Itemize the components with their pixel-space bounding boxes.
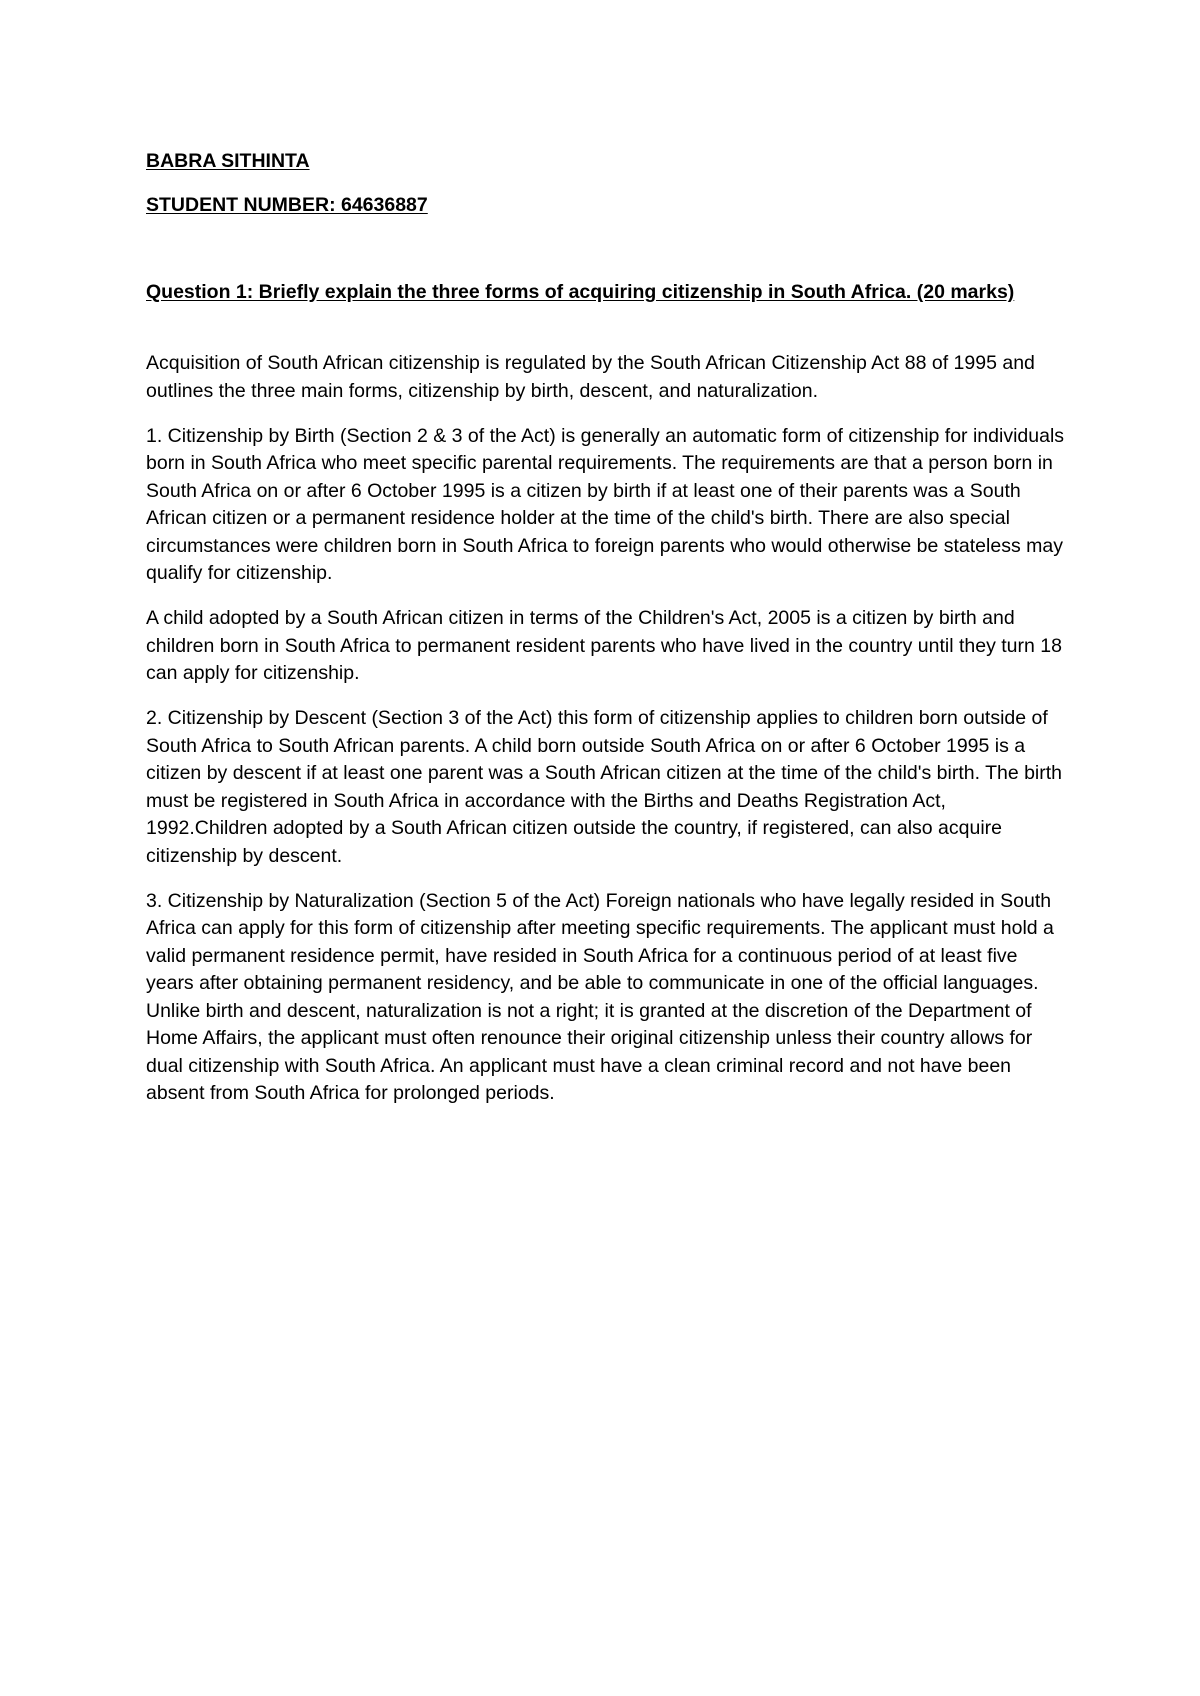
paragraph-intro: Acquisition of South African citizenship is regulated by the South African Citizenship Act 88 of 1995 and outlines the three main forms, citizenship by birth, descent, and naturalization. bbox=[146, 352, 1035, 402]
question-heading: Question 1: Briefly explain the three forms of acquiring citizenship in South Africa. (20 marks) bbox=[146, 281, 1015, 303]
answer-body bbox=[146, 350, 1066, 1125]
paragraph-adopted-child: A child adopted by a South African citizen in terms of the Children's Act, 2005 is a citizen by birth and children born in South Africa to permanent resident parents who have lived in the country until they turn 18 can apply for citizenship. bbox=[146, 607, 1062, 684]
student-name: BABRA SITHINTA bbox=[146, 150, 310, 172]
paragraph-citizenship-by-birth: 1. Citizenship by Birth (Section 2 & 3 of the Act) is generally an automatic form of citizenship for individuals born in South Africa who meet specific parental requirements. The requirements are that a person born in South Africa on or after 6 October 1995 is a citizen by birth if at least one of their parents was a South African citizen or a permanent residence holder at the time of the child's birth. There are also special circumstances were children born in South Africa to foreign parents who would otherwise be stateless may qualify for citizenship. bbox=[146, 424, 1065, 584]
document-page bbox=[146, 0, 1066, 1696]
paragraph-citizenship-by-naturalization: 3. Citizenship by Naturalization (Section 5 of the Act) Foreign nationals who have legally resided in South Africa can apply for this form of citizenship after meeting specific requirements. The applicant must hold a valid permanent residence permit, have resided in South Africa for a continuous period of at least five years after obtaining permanent residency, and be able to communicate in one of the official languages. Unlike birth and descent, naturalization is not a right; it is granted at the discretion of the Department of Home Affairs, the applicant must often renounce their original citizenship unless their country allows for dual citizenship with South Africa. An applicant must have a clean criminal record and not have been absent from South Africa for prolonged periods. bbox=[146, 889, 1054, 1104]
student-number: STUDENT NUMBER: 64636887 bbox=[146, 194, 428, 216]
paragraph-citizenship-by-descent: 2. Citizenship by Descent (Section 3 of the Act) this form of citizenship applies to children born outside of South Africa to South African parents. A child born outside South Africa on or after 6 October 1995 is a citizen by descent if at least one parent was a South African citizen at the time of the child's birth. The birth must be registered in South Africa in accordance with the Births and Deaths Registration Act, 1992.Children adopted by a South African citizen outside the country, if registered, can also acquire citizenship by descent. bbox=[146, 707, 1063, 867]
